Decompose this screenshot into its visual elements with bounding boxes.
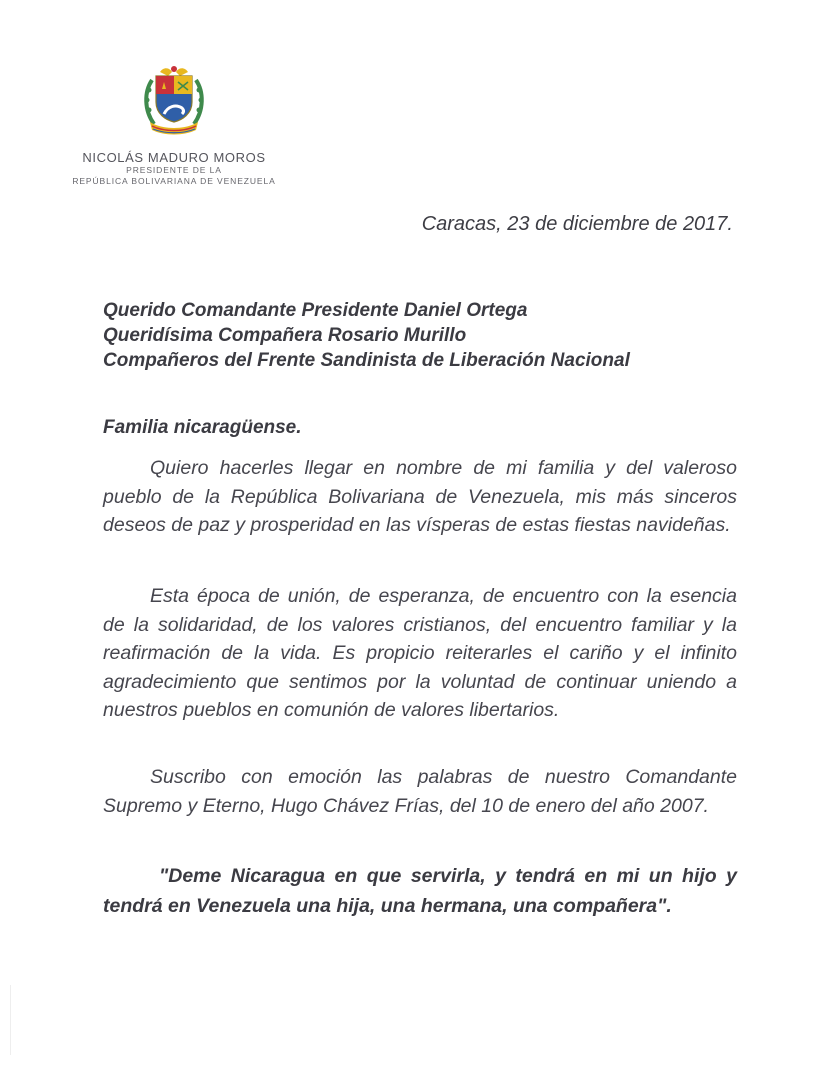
letterhead-title-line-1: PRESIDENTE DE LA xyxy=(126,165,222,175)
quote-text: "Deme Nicaragua en que servirla, y tendrá en mi un hijo y tendrá en Venezuela una hija, una hermana, una compañera". xyxy=(103,865,737,917)
letterhead xyxy=(60,62,288,187)
addressee-line: Querido Comandante Presidente Daniel Ortega xyxy=(103,300,528,321)
addressees-block xyxy=(103,298,630,373)
paragraph-text: Esta época de unión, de esperanza, de encuentro con la esencia de la solidaridad, de los valores cristianos, del encuentro familiar y la reafirmación de la vida. Es propicio reiterarles el cariño y el infinito agradecimiento que sentimos por la voluntad de continuar uniendo a nuestros pueblos en comunión de valores libertarios. xyxy=(103,585,737,721)
body-paragraph xyxy=(103,763,737,820)
salutation: Familia nicaragüense. xyxy=(103,417,302,438)
scan-edge-line xyxy=(10,985,11,1055)
letterhead-title-line-2: REPÚBLICA BOLIVARIANA DE VENEZUELA xyxy=(72,176,276,186)
letter-date: Caracas, 23 de diciembre de 2017. xyxy=(421,213,733,235)
paragraph-text: Suscribo con emoción las palabras de nuestro Comandante Supremo y Eterno, Hugo Chávez Frías, del 10 de enero del año 2007. xyxy=(103,766,737,817)
addressee-line: Queridísima Compañera Rosario Murillo xyxy=(103,325,467,346)
addressee-line: Compañeros del Frente Sandinista de Liberación Nacional xyxy=(103,350,630,371)
body-paragraph xyxy=(103,582,737,725)
letterhead-name: NICOLÁS MADURO MOROS xyxy=(82,150,266,165)
paragraph-text: Quiero hacerles llegar en nombre de mi familia y del valeroso pueblo de la República Bolivariana de Venezuela, mis más sinceros deseos de paz y prosperidad en las vísperas de estas fiestas navideñas. xyxy=(103,457,737,536)
body-paragraph xyxy=(103,454,737,540)
chavez-quote xyxy=(103,861,737,921)
coat-of-arms-icon xyxy=(138,62,210,138)
